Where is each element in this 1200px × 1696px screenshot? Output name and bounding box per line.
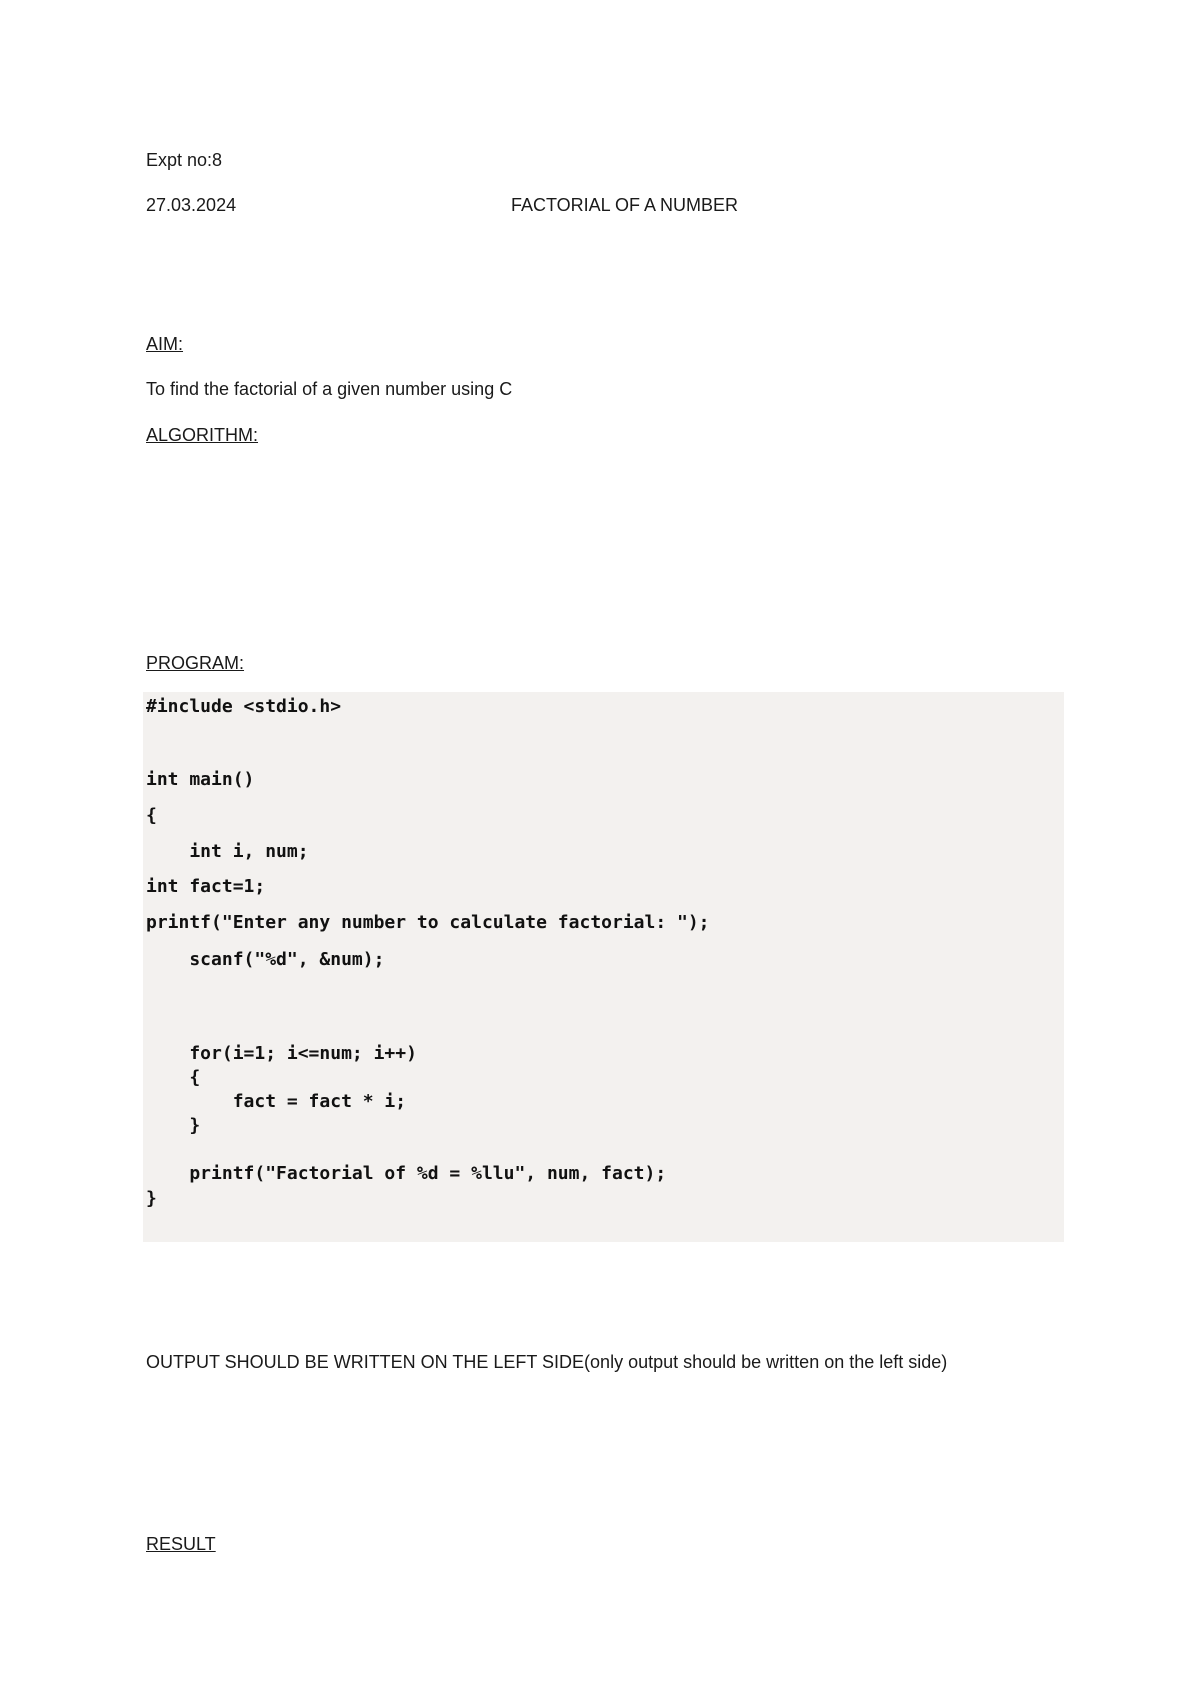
algorithm-heading: ALGORITHM: [146,425,259,445]
code-line: scanf("%d", &num); [146,949,385,970]
output-instruction: OUTPUT SHOULD BE WRITTEN ON THE LEFT SIDE(only output should be written on the left side) [146,1352,948,1372]
result-heading: RESULT [146,1534,216,1554]
code-line: int main() [146,769,255,790]
code-line: } [146,1188,157,1209]
program-heading: PROGRAM: [146,653,245,673]
experiment-number: Expt no:8 [146,150,223,170]
code-line: for(i=1; i<=num; i++) [146,1043,417,1064]
aim-heading: AIM: [146,334,184,354]
experiment-date: 27.03.2024 [146,195,237,215]
code-line: { [146,805,157,826]
code-line: #include <stdio.h> [146,696,342,717]
code-line: { [146,1067,201,1088]
code-line: fact = fact * i; [146,1091,407,1112]
aim-text: To find the factorial of a given number using C [146,379,513,399]
code-line: int i, num; [146,841,309,862]
code-line: printf("Factorial of %d = %llu", num, fact); [146,1163,667,1184]
code-line: int fact=1; [146,876,266,897]
code-line: } [146,1115,201,1136]
code-line: printf("Enter any number to calculate factorial: "); [146,912,710,933]
document-title: FACTORIAL OF A NUMBER [511,195,739,215]
